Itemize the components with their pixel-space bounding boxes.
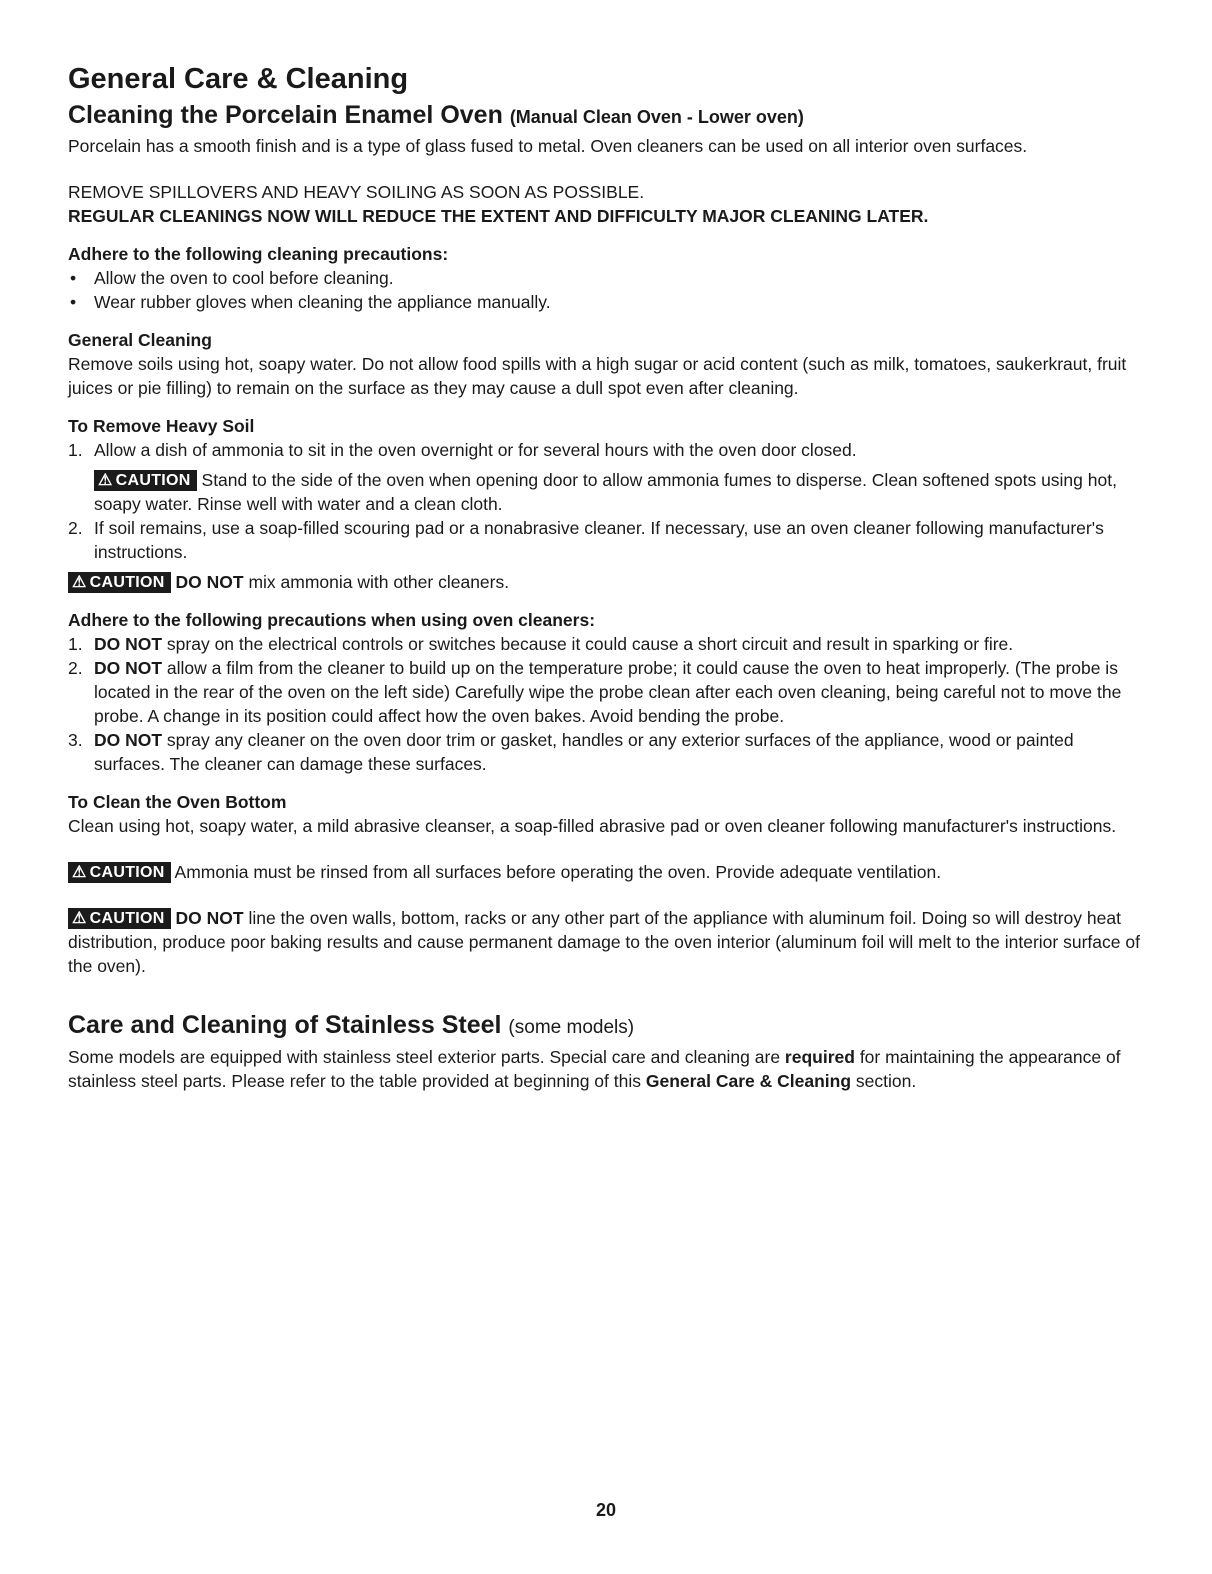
item-text: spray on the electrical controls or switches because it could cause a short circuit and result in sparking or fire. — [162, 634, 1014, 654]
section2-text-c: section. — [851, 1071, 917, 1091]
item-text: allow a film from the cleaner to build up on the temperature probe; it could cause the oven to heat improperly. (The probe is located in the rear of the oven on the left side) Carefully wipe the probe clean after each oven cleaning, being careful not to move the probe. A change in its position could affect how the oven bakes. Avoid bending the probe. — [94, 658, 1122, 726]
section1-heading-text: Cleaning the Porcelain Enamel Oven — [68, 101, 503, 129]
item-bold: DO NOT — [94, 658, 163, 678]
step-number: 3. — [68, 730, 83, 750]
section1-heading-paren: (Manual Clean Oven - Lower oven) — [509, 107, 804, 127]
page-number: 20 — [595, 1500, 617, 1520]
warning-triangle-icon: ⚠ — [72, 910, 87, 927]
item-bold: DO NOT — [94, 634, 163, 654]
section2-bold-reference: General Care & Cleaning — [645, 1071, 852, 1091]
step-number: 1. — [68, 440, 83, 460]
caution-text: line the oven walls, bottom, racks or any other part of the appliance with aluminum foil. Doing so will destroy heat distribution, produce poor baking results and cause permanent damage to the oven interior (aluminum foil will melt to the interior surface of the oven). — [68, 908, 1140, 976]
section2-heading-paren: (some models) — [508, 1017, 635, 1038]
heavy-soil-steps-continued — [68, 516, 1143, 564]
section2-heading — [68, 1008, 1143, 1045]
caution-badge-label: CAUTION — [89, 574, 165, 591]
caution-badge — [68, 908, 171, 929]
precautions-list — [68, 266, 1143, 314]
caution-text: mix ammonia with other cleaners. — [243, 572, 510, 592]
list-item — [68, 632, 1143, 656]
oven-cleaners-list — [68, 632, 1143, 776]
section1-heading — [68, 98, 1143, 134]
warning-triangle-icon: ⚠ — [72, 864, 87, 881]
caution-note-2 — [68, 570, 1143, 594]
step-text: If soil remains, use a soap-filled scouring pad or a nonabrasive cleaner. If necessary, use an oven cleaner following manufacturer's instructions. — [94, 518, 1104, 562]
caution-badge — [68, 572, 171, 593]
precautions-label: Adhere to the following cleaning precautions: — [68, 244, 449, 264]
warning-triangle-icon: ⚠ — [98, 472, 113, 489]
list-item: • Allow the oven to cool before cleaning. — [94, 266, 1143, 290]
caution-text: Ammonia must be rinsed from all surfaces before operating the oven. Provide adequate ventilation. — [174, 862, 942, 882]
oven-bottom-text: Clean using hot, soapy water, a mild abrasive cleanser, a soap-filled abrasive pad or oven cleaner following manufacturer's instructions. — [68, 816, 1117, 836]
oven-bottom-label: To Clean the Oven Bottom — [68, 792, 287, 812]
caution-note-3 — [68, 860, 1143, 884]
general-cleaning-label: General Cleaning — [68, 330, 212, 350]
caution-badge — [68, 862, 171, 883]
section2-text — [68, 1045, 1143, 1093]
section1-intro: Porcelain has a smooth finish and is a type of glass fused to metal. Oven cleaners can be used on all interior oven surfaces. — [68, 136, 1028, 156]
step-text: Allow a dish of ammonia to sit in the oven overnight or for several hours with the oven door closed. — [94, 440, 857, 460]
list-item — [68, 656, 1143, 728]
list-item — [68, 516, 1143, 564]
caution-bold: DO NOT — [175, 908, 244, 928]
step-number: 2. — [68, 518, 83, 538]
page-title: General Care & Cleaning — [68, 63, 409, 95]
section2-heading-text: Care and Cleaning of Stainless Steel — [68, 1011, 502, 1039]
remove-spillovers-line: REMOVE SPILLOVERS AND HEAVY SOILING AS SOON AS POSSIBLE. — [68, 182, 645, 202]
heavy-soil-label: To Remove Heavy Soil — [68, 416, 255, 436]
list-item — [68, 438, 1143, 462]
caution-badge-label: CAUTION — [115, 472, 191, 489]
caution-badge — [94, 470, 197, 491]
list-item — [68, 728, 1143, 776]
caution-note-1 — [68, 468, 1143, 516]
caution-badge-label: CAUTION — [89, 864, 165, 881]
section2-bold-required: required — [784, 1047, 855, 1067]
caution-badge-label: CAUTION — [89, 910, 165, 927]
item-bold: DO NOT — [94, 730, 163, 750]
general-cleaning-text: Remove soils using hot, soapy water. Do not allow food spills with a high sugar or acid content (such as milk, tomatoes, saukerkraut, fruit juices or pie filling) to remain on the surface as they may cause a dull spot even after cleaning. — [68, 354, 1127, 398]
oven-cleaners-label: Adhere to the following precautions when using oven cleaners: — [68, 610, 596, 630]
caution-bold: DO NOT — [175, 572, 244, 592]
caution-text: Stand to the side of the oven when opening door to allow ammonia fumes to disperse. Clean softened spots using hot, soapy water. Rinse well with water and a clean cloth. — [94, 470, 1117, 514]
step-number: 2. — [68, 658, 83, 678]
regular-cleanings-line: REGULAR CLEANINGS NOW WILL REDUCE THE EXTENT AND DIFFICULTY MAJOR CLEANING LATER. — [68, 206, 929, 226]
heavy-soil-steps — [68, 438, 1143, 462]
step-number: 1. — [68, 634, 83, 654]
warning-triangle-icon: ⚠ — [72, 574, 87, 591]
item-text: spray any cleaner on the oven door trim or gasket, handles or any exterior surfaces of the appliance, wood or painted surfaces. The cleaner can damage these surfaces. — [94, 730, 1074, 774]
section2-text-a: Some models are equipped with stainless steel exterior parts. Special care and cleaning are — [68, 1047, 785, 1067]
section2-text-b: for maintaining the appearance of stainless steel parts. Please refer to the table provided at beginning of this — [68, 1047, 1121, 1091]
list-item: • Wear rubber gloves when cleaning the appliance manually. — [94, 290, 1143, 314]
document-page — [68, 60, 1143, 1093]
caution-note-4 — [68, 906, 1143, 978]
